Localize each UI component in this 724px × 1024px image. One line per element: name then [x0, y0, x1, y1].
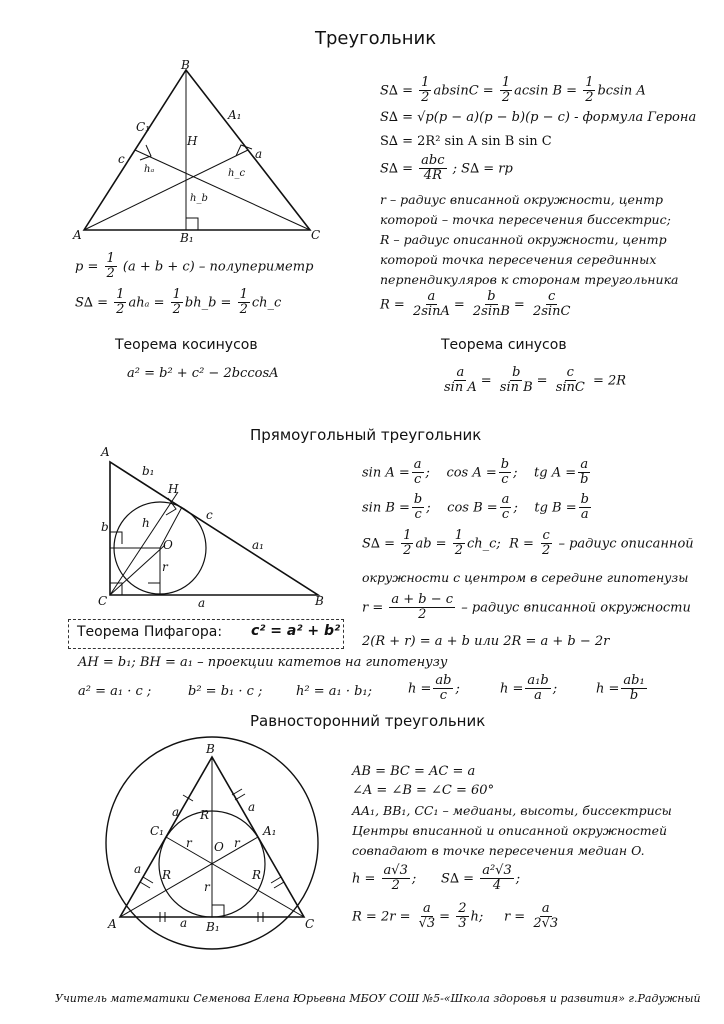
eq-label-a-left-lower: a — [134, 862, 142, 876]
right-area-formula: S∆ = $\frac{1}{2}$ ab = $\frac{1}{2}$ ch_c; R = $\frac{c}{2}$ – радиус описанной — [362, 528, 694, 559]
law-of-cosines-formula: a² = b² + c² − 2bccosA — [127, 366, 279, 381]
title-law-of-cosines: Теорема косинусов — [115, 337, 258, 353]
eq-label-a-left-upper: a — [172, 805, 180, 819]
altitude-label-ha: hₐ — [144, 164, 155, 175]
eq-label-r-right: r — [234, 836, 240, 850]
eq-vertex-label-b: B — [206, 742, 215, 756]
right-vertex-label-c: C — [98, 594, 108, 608]
area-sine-formula: S∆ = $\frac{1}{2}$ absinC = $\frac{1}{2}$ acsin B = $\frac{1}{2}$ bcsin A — [380, 75, 646, 106]
right-point-label-h: H — [168, 482, 179, 496]
eq-point-label-b1: B₁ — [206, 920, 220, 934]
eq-radius-formula: R = 2r = $\frac{a}{√3}$ = $\frac{2}{3}$ h; r = $\frac{a}{2√3}$ — [352, 901, 559, 932]
eq-centers-text-2: совпадают в точке пересечения медиан O. — [352, 843, 645, 858]
eq-center-label-o: O — [214, 840, 224, 854]
proportional-relation-1: a² = a₁ · c ; — [78, 684, 152, 699]
law-of-sines-radius-formula: R = $\frac{a}{2\sin A}$ = $\frac{b}{2\sin B}$ = $\frac{c}{2\sin C}$ — [380, 289, 571, 320]
equilateral-figure — [106, 737, 318, 949]
title-triangle: Треугольник — [315, 28, 437, 49]
eq-centers-text-1: Центры вписанной и описанной окружностей — [352, 823, 668, 838]
right-label-r: r — [162, 560, 168, 574]
eq-label-R-top: R — [200, 808, 210, 822]
side-label-c: c — [118, 152, 125, 166]
circumcircle-desc-3: перпендикуляров к сторонам треугольника — [380, 272, 679, 287]
circumcircle-desc-2: которой точка пересечения серединных — [380, 252, 657, 267]
title-equilateral: Равносторонний треугольник — [250, 712, 486, 730]
altitude-label-hb: h_b — [190, 193, 208, 204]
eq-point-label-a1: A₁ — [263, 824, 277, 838]
eq-point-label-c1: C₁ — [150, 824, 164, 838]
point-label-a1: A₁ — [228, 108, 242, 122]
vertex-label-a: A — [73, 228, 82, 242]
eq-vertex-label-c: C — [305, 917, 315, 931]
right-label-h: h — [142, 516, 150, 530]
right-label-c: c — [206, 508, 213, 522]
proportional-relation-3: h² = a₁ · b₁; — [296, 684, 373, 699]
trig-b-formulas: sin B = $\frac{b}{c}$ ; cos B = $\frac{a}{c}$ ; tg B = $\frac{b}{a}$ — [362, 492, 589, 523]
right-point-label-o: O — [163, 538, 173, 552]
eq-label-r-bottom: r — [204, 880, 210, 894]
semiperimeter-formula: p = $\frac{1}{2}$ (a + b + c) – полупериметр — [75, 251, 314, 282]
point-label-b1: B₁ — [180, 231, 194, 245]
eq-label-R-left: R — [162, 868, 172, 882]
eq-label-a-right-upper: a — [248, 800, 256, 814]
right-vertex-label-a: A — [101, 445, 110, 459]
title-right-triangle: Прямоугольный треугольник — [250, 426, 482, 444]
pythagoras-box — [68, 619, 344, 649]
right-vertex-label-b: B — [315, 594, 324, 608]
altitude-formula-1: h = $\frac{ab}{c}$ ; — [408, 673, 460, 704]
pythagoras-formula: c² = a² + b² — [251, 623, 341, 639]
vertex-label-b: B — [181, 58, 190, 72]
point-label-h: H — [187, 134, 198, 148]
altitude-formula-2: h = $\frac{\text{a₁b}}{a}$ ; — [500, 673, 558, 704]
right-inradius-formula: r = $\frac{a + b - c}{2}$ – радиус вписанной окружности — [362, 592, 691, 623]
right-label-b: b — [101, 520, 109, 534]
side-label-a: a — [255, 147, 263, 161]
trig-a-formulas: sin A = $\frac{a}{c}$ ; cos A = $\frac{b}{c}$ ; tg A = $\frac{a}{b}$ — [362, 457, 589, 488]
eq-sides-text: AB = BC = AC = a — [352, 764, 476, 779]
triangle-figure — [84, 70, 310, 230]
right-label-a1: a₁ — [252, 538, 264, 552]
eq-label-r-left: r — [186, 836, 192, 850]
circumcircle-desc-1: R – радиус описанной окружности, центр — [380, 232, 667, 247]
area-altitude-formula: S∆ = $\frac{1}{2}$ ahₐ = $\frac{1}{2}$ bh_b = $\frac{1}{2}$ ch_c — [75, 287, 282, 318]
incircle-desc-2: которой – точка пересечения биссектрис; — [380, 212, 671, 227]
proportional-relation-2: b² = b₁ · c ; — [188, 684, 263, 699]
eq-label-R-right: R — [252, 868, 262, 882]
eq-label-a-bottom: a — [180, 916, 188, 930]
eq-height-formula: h = $\frac{a√3}{2}$ ; S∆ = $\frac{\text{a²√3}}{4}$ ; — [352, 863, 521, 894]
point-label-c1: C₁ — [136, 120, 150, 134]
right-label-a: a — [198, 596, 206, 610]
title-law-of-sines: Теорема синусов — [441, 337, 567, 353]
eq-vertex-label-a: A — [108, 917, 117, 931]
altitude-formula-3: h = $\frac{\text{ab₁}}{b}$ — [596, 673, 645, 704]
eq-medians-text: AA₁, BB₁, CC₁ – медианы, высоты, биссектрисы — [352, 803, 672, 818]
area-abc-formula: S∆ = $\frac{\text{abc}}{4R}$ ; S∆ = rp — [380, 153, 513, 184]
heron-formula: S∆ = √p(p − a)(p − b)(p − c) - формула Герона — [380, 110, 697, 125]
projections-text: AH = b₁; BH = a₁ – проекции катетов на гипотенузу — [78, 655, 448, 670]
radius-relation-formula: 2(R + r) = a + b или 2R = a + b − 2r — [362, 634, 610, 649]
footer-author: Учитель математики Семенова Елена Юрьевна МБОУ СОШ №5-«Школа здоровья и развития» г.Радужный — [55, 992, 701, 1005]
hypotenuse-center-text: окружности с центром в середине гипотенузы — [362, 570, 689, 585]
altitude-label-hc: h_c — [228, 168, 246, 179]
vertex-label-c: C — [311, 228, 321, 242]
pythagoras-label: Теорема Пифагора: — [77, 624, 223, 640]
area-circumradius-formula: S∆ = 2R² sin A sin B sin C — [380, 134, 552, 149]
eq-angles-text: ∠A = ∠B = ∠C = 60° — [352, 783, 495, 798]
law-of-sines-formula: $\frac{a}{\text{sin A}}$ = $\frac{b}{\text{sin B}}$ = $\frac{c}{\sin C}$ = 2R — [444, 365, 627, 396]
right-label-b1: b₁ — [142, 464, 155, 478]
incircle-desc-1: r – радиус вписанной окружности, центр — [380, 192, 663, 207]
